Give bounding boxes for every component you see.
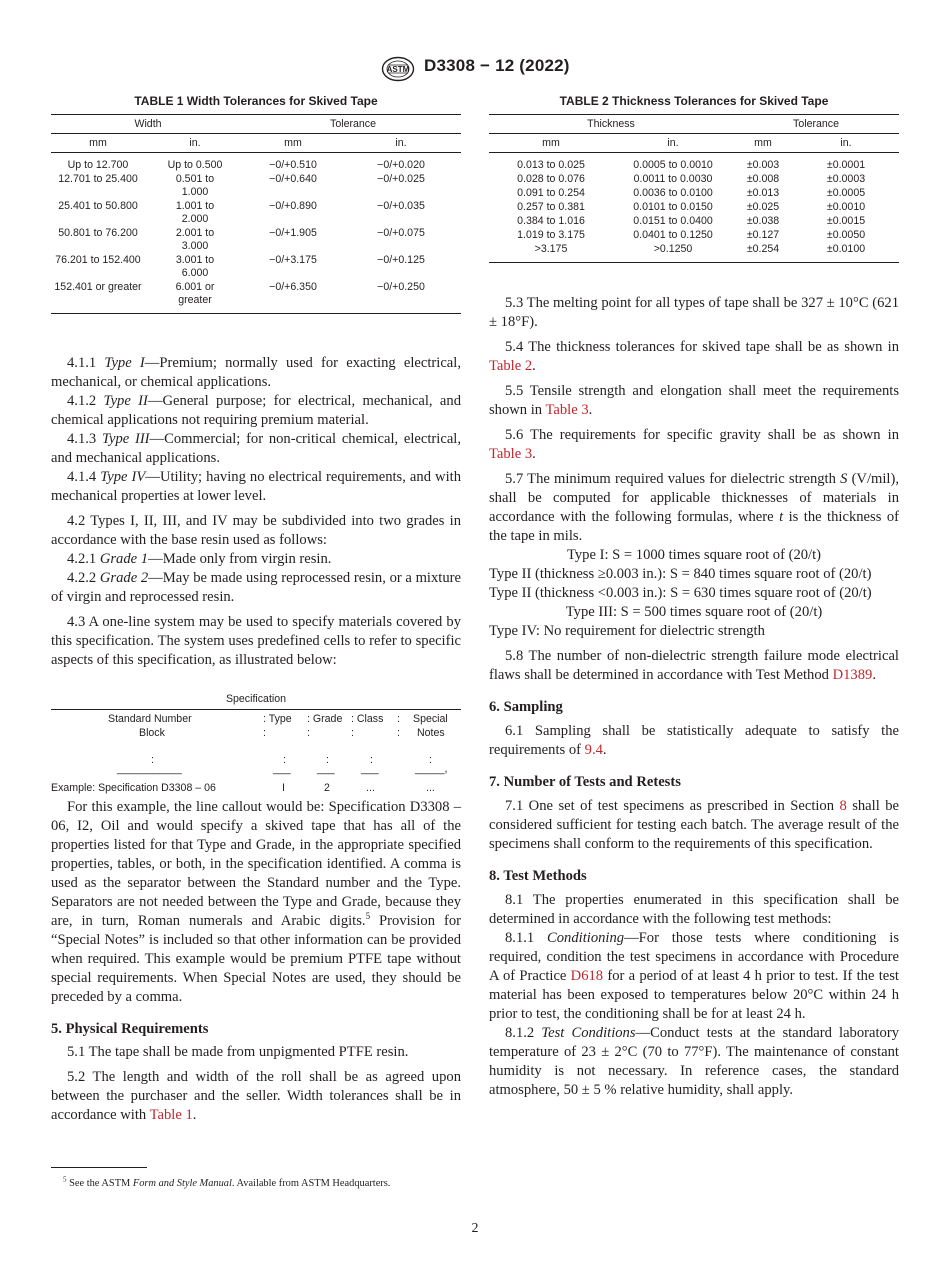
table-1-cell: −0/+0.075 bbox=[377, 227, 425, 239]
spec-class-label: : Class bbox=[351, 713, 384, 725]
table-2-column-header: in. bbox=[793, 134, 899, 153]
table-2-cell: ±0.0100 bbox=[826, 243, 866, 255]
spec-example-class: ... bbox=[366, 782, 375, 794]
left-column-upper bbox=[51, 354, 461, 670]
table-1-cell: −0/+3.175 bbox=[269, 254, 317, 266]
table-2-row bbox=[489, 229, 899, 243]
section-6-heading: 6. Sampling bbox=[489, 699, 563, 715]
table-3-link[interactable]: Table 3 bbox=[545, 402, 589, 418]
left-column-lower bbox=[51, 798, 461, 1125]
specification-callout: Specification Standard Number Block : Type : : Grade : : Class : : : Special Notes : : : : : ___________ ___ ___ ___ _____, Example: Specification D3308 – 06 I 2 ... ... bbox=[51, 692, 461, 798]
paragraph-5-7: 5.7 The minimum required values for dielectric strength S (V/mil), shall be computed for applicable thicknesses of materials in accordance with the following formulas, where t is the thickness of the tape in mils. bbox=[489, 471, 899, 544]
table-2-column-header: mm bbox=[489, 134, 613, 153]
table-1-row bbox=[51, 153, 461, 174]
table-2-cell: ±0.0001 bbox=[826, 159, 866, 171]
table-2-cell: ±0.127 bbox=[746, 229, 780, 241]
table-1-cell: −0/+0.025 bbox=[377, 173, 425, 185]
spec-blank: ___ bbox=[361, 763, 379, 775]
table-2-body bbox=[489, 153, 899, 261]
formula-type-2-thin: Type II (thickness <0.003 in.): S = 630 times square root of (20/t) bbox=[489, 585, 872, 601]
page-header bbox=[0, 56, 950, 84]
spec-blank: _____, bbox=[415, 763, 448, 775]
footnote-5: $^5$ See the ASTM Form and Style Manual. Available from ASTM Headquarters. bbox=[63, 1175, 391, 1189]
table-2-cell: >0.1250 bbox=[653, 243, 693, 255]
table-2 bbox=[489, 94, 899, 263]
table-1-cell: −0/+0.020 bbox=[377, 159, 425, 171]
table-2-cell: ±0.254 bbox=[746, 243, 780, 255]
section-7-heading: 7. Number of Tests and Retests bbox=[489, 774, 681, 790]
paragraph-5-8: 5.8 The number of non-dielectric strength failure mode electrical flaws shall be determined in accordance with Test Method D1389. bbox=[489, 648, 899, 683]
section-5-heading: 5. Physical Requirements bbox=[51, 1021, 209, 1037]
table-1-cell: −0/+0.640 bbox=[269, 173, 317, 185]
table-2-row bbox=[489, 201, 899, 215]
table-1-caption: TABLE 1 Width Tolerances for Skived Tape bbox=[134, 94, 378, 108]
spec-example-type: I bbox=[282, 782, 285, 794]
table-1-cell: 12.701 to 25.400 bbox=[58, 173, 138, 185]
spec-block-label: Block bbox=[139, 727, 165, 739]
spec-example-label: Example: Specification D3308 – 06 bbox=[51, 782, 216, 794]
section-8-link[interactable]: 8 bbox=[839, 798, 847, 814]
table-2-cell: 1.019 to 3.175 bbox=[517, 229, 585, 241]
table-1-cell: 0.501 to 1.000 bbox=[175, 173, 215, 198]
paragraph-4-1-4: 4.1.4 Type IV—Utility; having no electrical requirements, and with mechanical properties at lower level. bbox=[51, 469, 461, 504]
paragraph-5-5: 5.5 Tensile strength and elongation shall meet the requirements shown in Table 3. bbox=[489, 383, 899, 418]
spec-example-notes: ... bbox=[426, 782, 435, 794]
paragraph-5-1: 5.1 The tape shall be made from unpigmented PTFE resin. bbox=[67, 1044, 409, 1060]
table-2-cell: ±0.013 bbox=[746, 187, 780, 199]
table-2-cell: ±0.008 bbox=[746, 173, 780, 185]
spec-title: Specification bbox=[225, 693, 287, 705]
table-2-row bbox=[489, 187, 899, 201]
section-8-heading: 8. Test Methods bbox=[489, 868, 587, 884]
table-2-row bbox=[489, 153, 899, 174]
table-1-cell: Up to 12.700 bbox=[67, 159, 129, 171]
table-2-cell: 0.0005 to 0.0010 bbox=[633, 159, 713, 171]
table-1-cell: −0/+0.125 bbox=[377, 254, 425, 266]
table-2-row bbox=[489, 173, 899, 187]
table-1-cell: −0/+0.035 bbox=[377, 200, 425, 212]
spec-notes-label: Notes bbox=[417, 727, 445, 739]
table-2-cell: 0.384 to 1.016 bbox=[517, 215, 585, 227]
table-2-cell: 0.0036 to 0.0100 bbox=[633, 187, 713, 199]
table-2-cell: ±0.0015 bbox=[826, 215, 866, 227]
table-1-cell: −0/+0.510 bbox=[269, 159, 317, 171]
spec-block-label: Standard Number bbox=[108, 713, 192, 725]
table-1-cell: 1.001 to 2.000 bbox=[175, 200, 215, 225]
table-1-column-header: mm bbox=[51, 134, 145, 153]
right-column bbox=[489, 294, 899, 1100]
paragraph-4-1-3: 4.1.3 Type III—Commercial; for non-critical chemical, electrical, and mechanical applications. bbox=[51, 431, 461, 466]
table-1-cell: 76.201 to 152.400 bbox=[55, 254, 141, 266]
d618-link[interactable]: D618 bbox=[570, 968, 604, 984]
table-1-group-header: Tolerance bbox=[245, 115, 461, 134]
spec-blank: ___________ bbox=[117, 763, 182, 775]
table-2-link[interactable]: Table 2 bbox=[489, 358, 533, 374]
table-2-cell: 0.0011 to 0.0030 bbox=[633, 173, 713, 185]
formula-type-2-thick: Type II (thickness ≥0.003 in.): S = 840 times square root of (20/t) bbox=[489, 566, 872, 582]
table-2-cell: 0.257 to 0.381 bbox=[517, 201, 585, 213]
paragraph-4-2: 4.2 Types I, II, III, and IV may be subdivided into two grades in accordance with the base resin used as follows: bbox=[51, 513, 461, 548]
formula-type-1: Type I: S = 1000 times square root of (20/t) bbox=[566, 547, 822, 563]
d1389-link[interactable]: D1389 bbox=[832, 667, 873, 683]
table-1-group-header: Width bbox=[51, 115, 245, 134]
table-1-cell: 50.801 to 76.200 bbox=[58, 227, 138, 239]
table-1-row bbox=[51, 227, 461, 254]
table-1-cell: 6.001 or greater bbox=[175, 281, 215, 306]
table-1-link[interactable]: Table 1 bbox=[149, 1107, 193, 1123]
paragraph-4-1-1: 4.1.1 Type I—Premium; normally used for exacting electrical, mechanical, or chemical applications. bbox=[51, 355, 461, 390]
paragraph-5-2: 5.2 The length and width of the roll shall be as agreed upon between the purchaser and the seller. Width tolerances shall be in accordance with Table 1. bbox=[51, 1069, 461, 1123]
table-2-cell: ±0.0003 bbox=[826, 173, 866, 185]
table-1-column-header: in. bbox=[145, 134, 245, 153]
table-1-row bbox=[51, 281, 461, 311]
table-1-column-header: in. bbox=[341, 134, 461, 153]
spec-blank: ___ bbox=[273, 763, 291, 775]
table-1-row bbox=[51, 200, 461, 227]
paragraph-8-1-2: 8.1.2 Test Conditions—Conduct tests at the standard laboratory temperature of 23 ± 2°C (70 to 77°F). The maintenance of constant humidity is not necessary. In reference cases, the standard atmosphere, 50 ± 5 % relative humidity, shall apply. bbox=[489, 1025, 899, 1098]
spec-type-label: : Type bbox=[263, 713, 292, 725]
table-2-column-header: in. bbox=[613, 134, 733, 153]
paragraph-5-4: 5.4 The thickness tolerances for skived tape shall be as shown in Table 2. bbox=[489, 339, 899, 374]
paragraph-8-1-1: 8.1.1 Conditioning—For those tests where conditioning is required, condition the test specimens in accordance with Procedure A of Practice D618 for a period of at least 4 h prior to test. If the test material has been exposed to temperatures below 20°C within 24 h prior to test, the conditioning shall be for at least 24 h. bbox=[489, 930, 899, 1022]
table-1-cell: Up to 0.500 bbox=[167, 159, 223, 171]
table-1-row bbox=[51, 254, 461, 281]
paragraph-4-2-1: 4.2.1 Grade 1—Made only from virgin resin. bbox=[67, 551, 332, 567]
table-1-body bbox=[51, 153, 461, 312]
paragraph-4-2-2: 4.2.2 Grade 2—May be made using reprocessed resin, or a mixture of virgin and reprocessed resin. bbox=[51, 570, 461, 605]
paragraph-5-3: 5.3 The melting point for all types of tape shall be 327 ± 10°C (621 ± 18°F). bbox=[489, 295, 899, 330]
table-2-cell: 0.0401 to 0.1250 bbox=[633, 229, 713, 241]
table-1-cell: −0/+1.905 bbox=[269, 227, 317, 239]
spec-example-grade: 2 bbox=[324, 782, 330, 794]
svg-text:ASTM: ASTM bbox=[386, 65, 410, 74]
paragraph-4-1-2: 4.1.2 Type II—General purpose; for electrical, mechanical, and chemical applications not requiring premium material. bbox=[51, 393, 461, 428]
section-9-4-link[interactable]: 9.4 bbox=[584, 742, 603, 758]
table-2-cell: 0.0151 to 0.0400 bbox=[633, 215, 713, 227]
table-2-cell: ±0.0005 bbox=[826, 187, 866, 199]
paragraph-6-1: 6.1 Sampling shall be statistically adequate to satisfy the requirements of 9.4. bbox=[489, 723, 899, 758]
table-2-cell: ±0.0050 bbox=[826, 229, 866, 241]
paragraph-5-6: 5.6 The requirements for specific gravity shall be as shown in Table 3. bbox=[489, 427, 899, 462]
table-2-cell: 0.028 to 0.076 bbox=[517, 173, 585, 185]
spec-notes-label: Special bbox=[413, 713, 448, 725]
table-2-cell: ±0.003 bbox=[746, 159, 780, 171]
paragraph-example-explanation: For this example, the line callout would be: Specification D3308 – 06, I2, Oil and would specify a skived tape that has all of the properties listed for that Type and Grade, in the appropriate specified properties, tables, or both, in the specification identified. A comma is used as the separator between the Standard number and the Type. Separators are not needed between the Type and Grade, because they are, in turn, Roman numerals and Arabic digits.$^5$ Provision for “Special Notes” is included so that other information can be provided when required. This example would be premium PTFE tape without special requirements. When Special Notes are used, they should be preceded by a comma. bbox=[51, 799, 461, 1005]
table-2-cell: 0.091 to 0.254 bbox=[517, 187, 585, 199]
table-2-cell: >3.175 bbox=[534, 243, 568, 255]
formula-type-4: Type IV: No requirement for dielectric strength bbox=[489, 623, 765, 639]
spec-grade-label: : Grade bbox=[307, 713, 343, 725]
footnote-rule bbox=[51, 1167, 147, 1168]
table-2-cell: ±0.025 bbox=[746, 201, 780, 213]
table-1-row bbox=[51, 173, 461, 200]
document-designation: D3308 − 12 (2022) bbox=[424, 56, 570, 75]
table-2-column-header: mm bbox=[733, 134, 793, 153]
paragraph-4-3: 4.3 A one-line system may be used to specify materials covered by this specification. The system uses predefined cells to refer to specific aspects of this specification, as illustrated below: bbox=[51, 614, 461, 668]
table-1-cell: −0/+6.350 bbox=[269, 281, 317, 293]
table-1-cell: 152.401 or greater bbox=[54, 281, 142, 293]
table-1 bbox=[51, 94, 461, 314]
table-2-row bbox=[489, 243, 899, 260]
table-2-cell: ±0.038 bbox=[746, 215, 780, 227]
table-1-cell: −0/+0.890 bbox=[269, 200, 317, 212]
spec-blank: ___ bbox=[317, 763, 335, 775]
paragraph-8-1: 8.1 The properties enumerated in this specification shall be determined in accordance with the following test methods: bbox=[489, 892, 899, 927]
page-number: 2 bbox=[471, 1221, 479, 1236]
table-3-link[interactable]: Table 3 bbox=[489, 446, 533, 462]
table-2-cell: 0.013 to 0.025 bbox=[517, 159, 585, 171]
table-1-cell: 2.001 to 3.000 bbox=[175, 227, 215, 252]
table-2-row bbox=[489, 215, 899, 229]
table-1-cell: 3.001 to 6.000 bbox=[175, 254, 215, 279]
table-2-group-header: Thickness bbox=[489, 115, 733, 134]
formula-type-3: Type III: S = 500 times square root of (20/t) bbox=[565, 604, 823, 620]
astm-logo bbox=[381, 56, 415, 82]
table-2-group-header: Tolerance bbox=[733, 115, 899, 134]
table-2-cell: 0.0101 to 0.0150 bbox=[633, 201, 713, 213]
table-1-cell: −0/+0.250 bbox=[377, 281, 425, 293]
table-1-cell: 25.401 to 50.800 bbox=[58, 200, 138, 212]
paragraph-7-1: 7.1 One set of test specimens as prescribed in Section 8 shall be considered sufficient for testing each batch. The average result of the specimens shall conform to the requirements of this specification. bbox=[489, 798, 899, 852]
table-1-column-header: mm bbox=[245, 134, 341, 153]
table-2-cell: ±0.0010 bbox=[826, 201, 866, 213]
table-2-caption: TABLE 2 Thickness Tolerances for Skived Tape bbox=[559, 94, 829, 108]
